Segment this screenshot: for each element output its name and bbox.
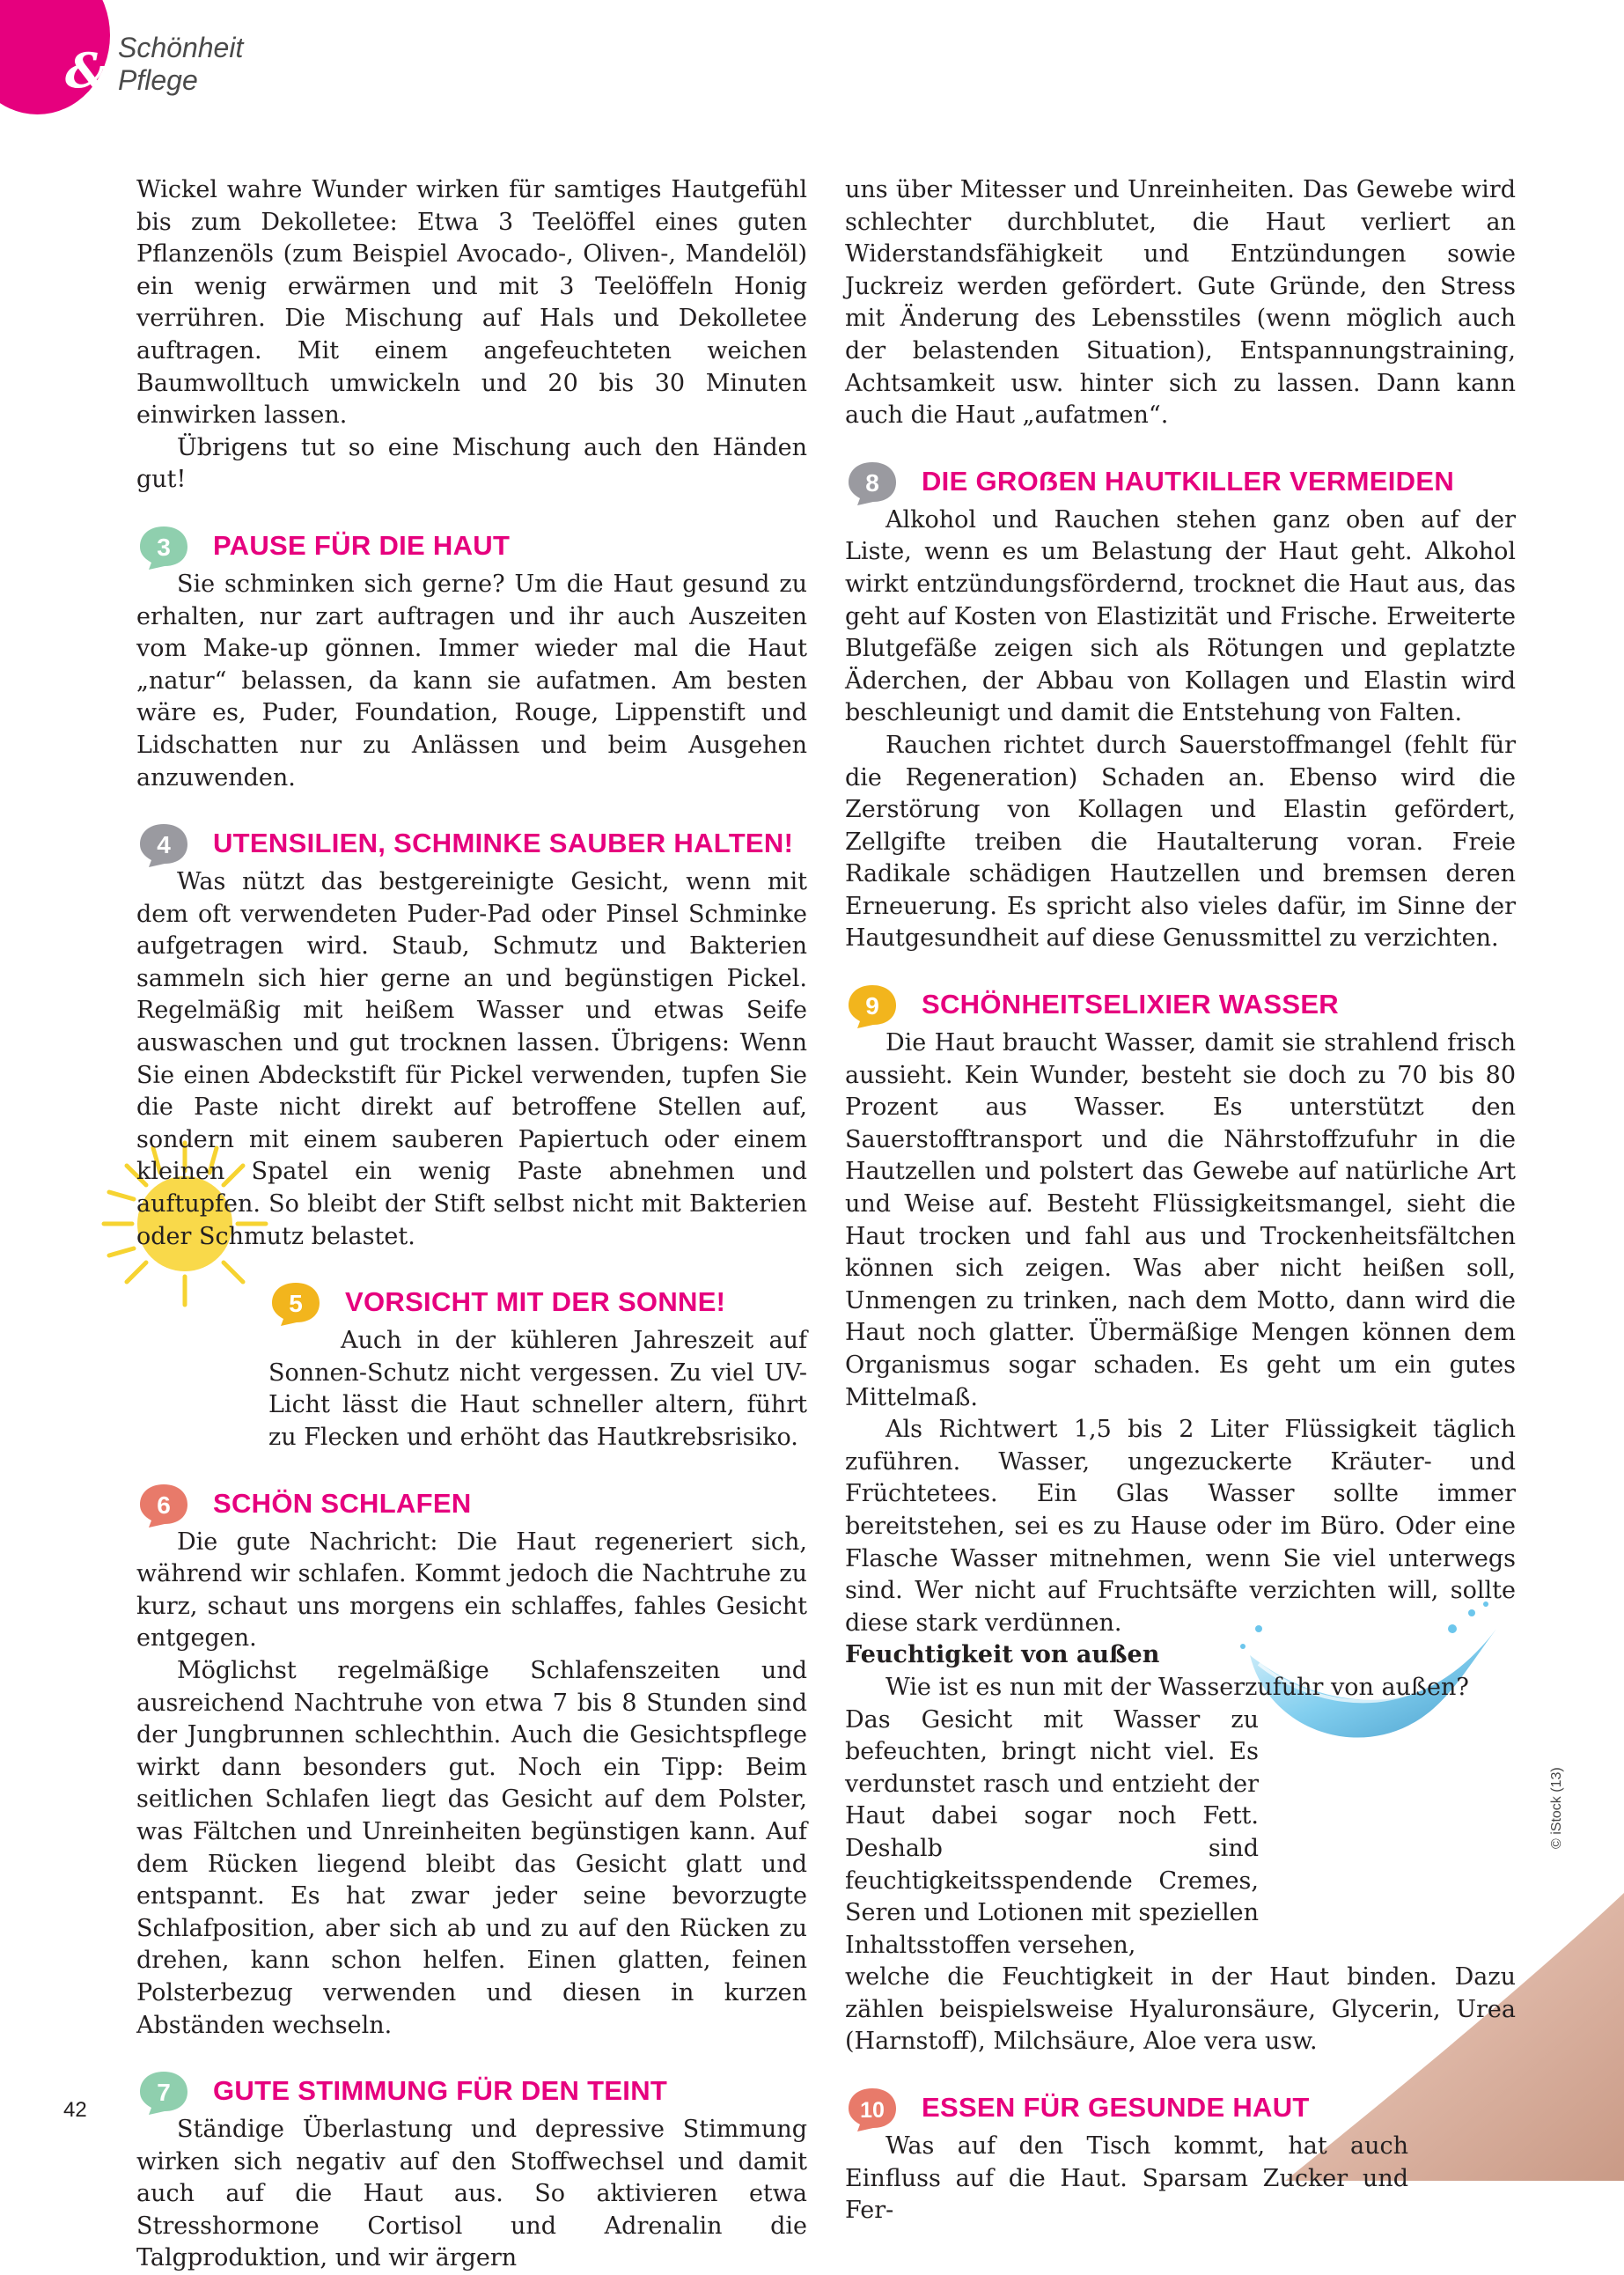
number-badge-6: [138, 1483, 189, 1528]
section-4-heading: [136, 822, 807, 866]
section-10-title: ESSEN FÜR GESUNDE HAUT: [922, 2092, 1310, 2124]
number-badge-4: [138, 822, 189, 868]
section-9-text: Die Haut braucht Wasser, damit sie strahlend frisch aussieht. Kein Wunder, besteht sie doch zu 70 bis 80 Prozent aus Wasser. Es unterstützt den Sauerstofftransport und die Nährstoffzufuhr in die Hautzellen und polstert das Gewebe auf natürliche Art und Weise auf. Besteht Flüssigkeitsmangel, sieht die Haut trocken und fahl aus und Trockenheitsfältchen können sich zeigen. Was aber nicht heißen soll, Unmengen zu trinken, nach dem Motto, dann wird die Haut noch glatter. Übermäßige Mengen können dem Organismus sogar schaden. Es geht um ein gutes Mittelmaß.: [845, 1029, 1516, 1411]
brand-line-1: Schönheit: [118, 32, 244, 63]
right-column: [845, 174, 1516, 2227]
section-6-heading: [136, 1483, 807, 1527]
number-badge-9: [847, 983, 898, 1029]
left-column: [136, 174, 807, 2275]
svg-text:4: 4: [157, 831, 171, 859]
section-5-block: [268, 1281, 807, 1454]
section-7-title: GUTE STIMMUNG FÜR DEN TEINT: [213, 2075, 668, 2107]
section-5-title: VORSICHT MIT DER SONNE!: [345, 1286, 726, 1318]
section-4-text: Was nützt das bestgereinigte Gesicht, wenn mit dem oft verwendeten Puder-Pad oder Pinsel Schminke aufgetragen wird. Staub, Schmutz und Bakterien sammeln sich hier gerne an und begünstigen Pickel. Regelmäßig mit heißem Wasser und etwas Seife auswaschen und gut trocknen lassen. Übrigens: Wenn Sie einen Abdeckstift für Pickel verwenden, tupfen Sie die Paste nicht direkt auf betroffene Stellen auf, sondern mit einem sauberen Papiertuch oder einem kleinen Spatel ein wenig Paste abnehmen und auftupfen. So bleibt der Stift selbst nicht mit Bakterien oder Schmutz belastet.: [136, 868, 807, 1250]
section-8-text-2: Rauchen richtet durch Sauerstoffmangel (fehlt für die Regeneration) Schaden an. Ebenso wird die Zerstörung von Kollagen und Elastin gefördert, Zellgifte treiben die Hautalterung voran. Freie Radikale schädigen Hautzellen und bremsen deren Erneuerung. Es spricht also vieles dafür, im Sinne der Hautgesundheit auf diese Genussmittel zu verzichten.: [845, 731, 1516, 953]
section-6-text: Die gute Nachricht: Die Haut regeneriert sich, während wir schlafen. Kommt jedoch die Nachtruhe zu kurz, schaut uns morgens ein schlaffes, fahles Gesicht entgegen.: [136, 1528, 807, 1653]
section-5-text: Auch in der kühleren Jahreszeit auf Sonnen-Schutz nicht vergessen. Zu viel UV-Licht lässt die Haut schneller altern, führt zu Flecken und erhöht das Hautkrebsrisiko.: [268, 1327, 807, 1451]
section-4-title: UTENSILIEN, SCHMINKE SAUBER HALTEN!: [213, 828, 794, 859]
section-10-heading: [845, 2087, 1516, 2131]
section-8-text: Alkohol und Rauchen stehen ganz oben auf der Liste, wenn es um Belastung der Haut geht. Alkohol wirkt entzündungsfördernd, trocknet die Haut aus, das geht auf Kosten von Elastizität und Frische. Erweiterte Blutgefäße zeigen sich als Rötungen und geplatzte Äderchen, der Abbau von Kollagen und Elastin wird beschleunigt und damit die Entstehung von Falten.: [845, 505, 1516, 727]
section-3-heading: [136, 525, 807, 569]
svg-text:9: 9: [865, 992, 879, 1020]
section-7-heading: [136, 2070, 807, 2114]
section-5-heading: [268, 1281, 807, 1325]
section-3-text: Sie schminken sich gerne? Um die Haut gesund zu erhalten, nur zart auftragen und ihr auch Auszeiten vom Make-up gönnen. Immer wieder mal die Haut „natur“ belassen, da kann sie aufatmen. Am besten wäre es, Puder, Foundation, Rouge, Lippenstift und Lidschatten nur zu Anlässen und beim Ausgehen anzuwenden.: [136, 570, 807, 791]
number-badge-7: [138, 2070, 189, 2116]
svg-text:5: 5: [289, 1290, 303, 1318]
page-number: 42: [63, 2098, 87, 2122]
intro-paragraph-2: Übrigens tut so eine Mischung auch den Händen gut!: [136, 433, 807, 494]
brand-ampersand: &: [65, 42, 108, 99]
section-9-title: SCHÖNHEITSELIXIER WASSER: [922, 989, 1339, 1020]
continued-paragraph: uns über Mitesser und Unreinheiten. Das Gewebe wird schlechter durchblutet, die Haut verliert an Widerstandsfähigkeit und Entzündungen sowie Juckreiz werden gefördert. Gute Gründe, den Stress mit Änderung des Lebensstiles (wenn möglich auch der belastenden Situation), Entspannungstraining, Achtsamkeit usw. hinter sich zu lassen. Dann kann auch die Haut „aufatmen“.: [845, 176, 1516, 430]
section-9-text-4: Das Gesicht mit Wasser zu befeuchten, bringt nicht viel. Es verdunstet rasch und entzieht der Haut dabei sogar noch Fett. Deshalb sind feuchtigkeitsspendende Cremes, Seren und Lotionen mit speziellen Inhaltsstoffen versehen,: [845, 1705, 1259, 1959]
section-brand: [118, 32, 243, 97]
number-badge-5: [270, 1281, 321, 1327]
brand-line-2: Pflege: [118, 64, 198, 96]
subheading-feuchtigkeit: Feuchtigkeit von außen: [845, 1641, 1160, 1669]
section-9-text-3: Wie ist es nun mit der Wasserzufuhr von außen?: [885, 1673, 1469, 1701]
section-7-text: Ständige Überlastung und depressive Stimmung wirken sich negativ auf den Stoffwechsel und damit auch auf die Haut aus. So aktivieren etwa Stresshormone Cortisol und Adrenalin die Talgproduktion, und wir ärgern: [136, 2116, 807, 2272]
svg-text:7: 7: [157, 2079, 171, 2107]
section-9-text-5: welche die Feuchtigkeit in der Haut binden. Dazu zählen beispielsweise Hyaluronsäure, Glycerin, Urea (Harnstoff), Milchsäure, Aloe vera usw.: [845, 1963, 1516, 2056]
section-6-text-2: Möglichst regelmäßige Schlafenszeiten und ausreichend Nachtruhe von etwa 7 bis 8 Stunden sind der Jungbrunnen schlechthin. Auch die Gesichtspflege wirkt dann besonders gut. Noch ein Tipp: Beim seitlichen Schlafen liegt das Gesicht auf dem Polster, was Fältchen und Unreinheiten begünstigen kann. Auf dem Rücken liegend bleibt das Gesicht glatt und entspannt. Es hat zwar jeder seine bevorzugte Schlafposition, aber sich ab und zu auf den Rücken zu drehen, kann schon helfen. Einen glatten, feinen Polsterbezug verwenden und diesen in kurzen Abständen wechseln.: [136, 1656, 807, 2039]
number-badge-8: [847, 460, 898, 506]
svg-text:10: 10: [860, 2098, 885, 2124]
section-3-title: PAUSE FÜR DIE HAUT: [213, 529, 511, 561]
section-9-heading: [845, 983, 1516, 1027]
photo-credit: © iStock (13): [1549, 1767, 1564, 1849]
section-6-title: SCHÖN SCHLAFEN: [213, 1487, 472, 1519]
svg-text:8: 8: [865, 468, 879, 497]
svg-text:3: 3: [157, 533, 171, 561]
number-badge-10: [847, 2087, 898, 2132]
section-9-text-2: Als Richtwert 1,5 bis 2 Liter Flüssigkeit täglich zuführen. Wasser, ungezuckerte Kräuter- und Früchtetees. Ein Glas Wasser sollte immer bereitstehen, sei es zu Hause oder im Büro. Oder eine Flasche Wasser mitnehmen, wenn Sie viel unterwegs sind. Wer nicht auf Fruchtsäfte verzichten will, sollte diese stark verdünnen.: [845, 1416, 1516, 1637]
number-badge-3: [138, 525, 189, 571]
svg-text:6: 6: [157, 1491, 171, 1519]
section-8-heading: [845, 460, 1516, 504]
section-10-text: Was auf den Tisch kommt, hat auch Einfluss auf die Haut. Sparsam Zucker und Fer-: [845, 2132, 1408, 2225]
intro-paragraph: Wickel wahre Wunder wirken für samtiges Hautgefühl bis zum Dekolletee: Etwa 3 Teelöffel eines guten Pflanzenöls (zum Beispiel Avocado-, Oliven-, Mandelöl) ein wenig erwärmen und mit 3 Teelöffeln Honig verrühren. Die Mischung auf Hals und Dekolletee auftragen. Mit einem angefeuchteten weichen Baumwolltuch umwickeln und 20 bis 30 Minuten einwirken lassen.: [136, 176, 807, 430]
section-8-title: DIE GROẞEN HAUTKILLER VERMEIDEN: [922, 465, 1455, 497]
